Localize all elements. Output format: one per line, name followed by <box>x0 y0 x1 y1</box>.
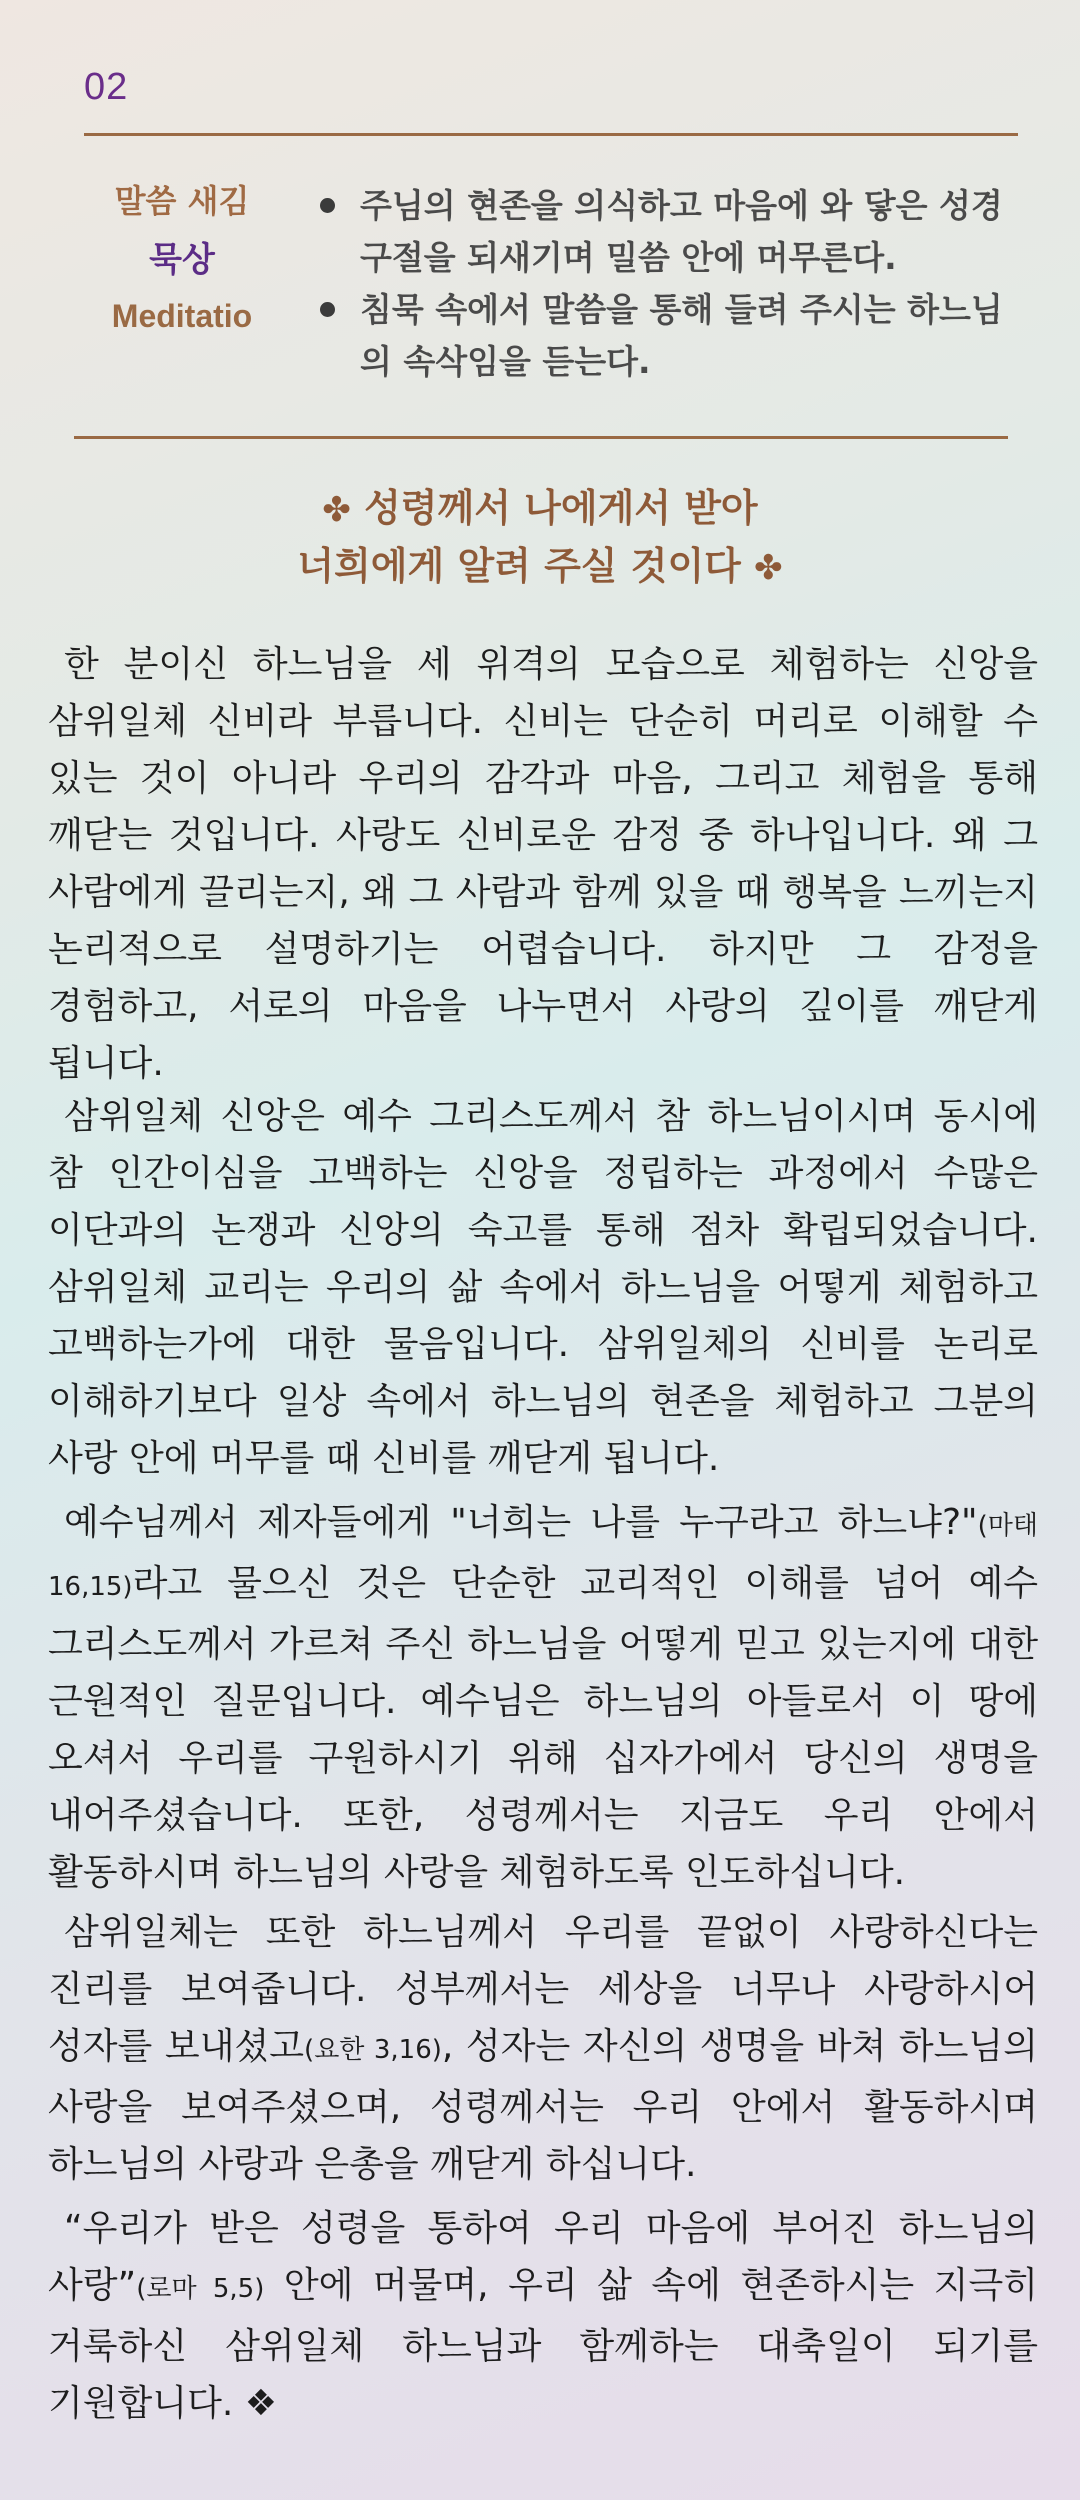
paragraph-3-text-b: 라고 물으신 것은 단순한 교리적인 이해를 넘어 예수 그리스도께서 가르쳐 주신 하느님을 어떻게 믿고 있는지에 대한 근원적인 질문입니다. 예수님은 하느님의 아들로서 이 땅에 오셔서 우리를 구원하시기 위해 십자가에서 당신의 생명을 내어주셨습니다. 또한, 성령께서는 지금도 우리 안에서 활동하시며 하느님의 사랑을 체험하도록 인도하십니다. <box>48 1563 1038 1893</box>
instruction-text: 주님의 현존을 의식하고 마음에 와 닿은 성경구절을 되새기며 밀씀 안에 머무른다. <box>360 186 1003 277</box>
paragraph-2: 삼위일체 신앙은 예수 그리스도께서 참 하느님이시며 동시에 참 인간이심을 고백하는 신앙을 정립하는 과정에서 수많은 이단과의 논쟁과 신앙의 숙고를 통해 점차 확립되었습니다. 삼위일체 교리는 우리의 삶 속에서 하느님을 어떻게 체험하고 고백하는가에 대한 물음입니다. 삼위일체의 신비를 논리로 이해하기보다 일상 속에서 하느님의 현존을 체험하고 그분의 사랑 안에 머무를 때 신비를 깨닫게 됩니다. <box>48 1096 1038 1479</box>
paragraph-3-text-a: 예수님께서 제자들에게 "너희는 나를 누구라고 하느냐?" <box>64 1502 978 1543</box>
scripture-reference: (요한 3,16) <box>304 2035 442 2065</box>
middle-divider <box>74 436 1008 439</box>
clover-ornament-icon: ✤ <box>322 490 351 530</box>
heading-text-1: 성령께서 나에게서 받아 <box>364 486 758 530</box>
bullet-icon <box>320 198 335 213</box>
bullet-icon <box>320 302 335 317</box>
instruction-item <box>316 284 1016 388</box>
paragraph-5-text-b: 안에 머물며, 우리 삶 속에 현존하시는 지극히 거룩하신 삼위일체 하느님과 함께하는 대축일이 되기를 기원합니다. <box>48 2265 1038 2424</box>
instruction-item <box>316 180 1016 284</box>
paragraph-4-text-b: , 성자는 자신의 생명을 바쳐 하느님의 사랑을 보여주셨으며, 성령께서는 우리 안에서 활동하시며 하느님의 사랑과 은총을 깨닫게 하십니다. <box>48 2026 1038 2185</box>
paragraph-4 <box>48 1904 1038 2193</box>
paragraph-1: 한 분이신 하느님을 세 위격의 모습으로 체험하는 신앙을 삼위일체 신비라 부릅니다. 신비는 단순히 머리로 이해할 수 있는 것이 아니라 우리의 감각과 마음, 그리고 체험을 통해 깨닫는 것입니다. 사랑도 신비로운 감정 중 하나입니다. 왜 그 사람에게 끌리는지, 왜 그 사람과 함께 있을 때 행복을 느끼는지 논리적으로 설명하기는 어렵습니다. 하지만 그 감정을 경험하고, 서로의 마음을 나누면서 사랑의 깊이를 깨닫게 됩니다. <box>48 644 1038 1084</box>
instruction-text: 침묵 속에서 말씀을 통해 들려 주시는 하느님의 속삭임을 듣는다. <box>360 290 1003 381</box>
paragraph-4-text-a: 삼위일체는 또한 하느님께서 우리를 끝없이 사랑하신다는 진리를 보여줍니다. 성부께서는 세상을 너무나 사랑하시어 성자를 보내셨고 <box>48 1912 1038 2067</box>
scripture-reference: (로마 5,5) <box>136 2274 265 2304</box>
clover-ornament-icon: ✤ <box>754 548 783 588</box>
end-ornament-icon: ❖ <box>244 2383 278 2424</box>
heading-line-2 <box>0 538 1080 596</box>
step-main-label: 묵상 <box>149 240 215 280</box>
heading-line-1 <box>0 480 1080 538</box>
paragraph-3 <box>48 1494 1038 1901</box>
top-divider <box>84 133 1018 136</box>
instruction-list <box>316 180 1016 388</box>
scripture-heading <box>0 480 1080 596</box>
paragraph-5-text-a: “우리가 받은 성령을 통하여 우리 마음에 부어진 하느님의 사랑” <box>48 2208 1038 2306</box>
step-latin-label: Meditatio <box>111 298 253 334</box>
heading-text-2: 너희에게 알려 주실 것이다 <box>297 544 741 588</box>
scripture-reference: (마태 16,15) <box>48 1511 1038 1602</box>
step-korean-label: 말씀 새김 <box>114 182 250 220</box>
page-number: 02 <box>84 66 129 108</box>
paragraph-5 <box>48 2200 1038 2432</box>
step-label <box>76 180 288 336</box>
